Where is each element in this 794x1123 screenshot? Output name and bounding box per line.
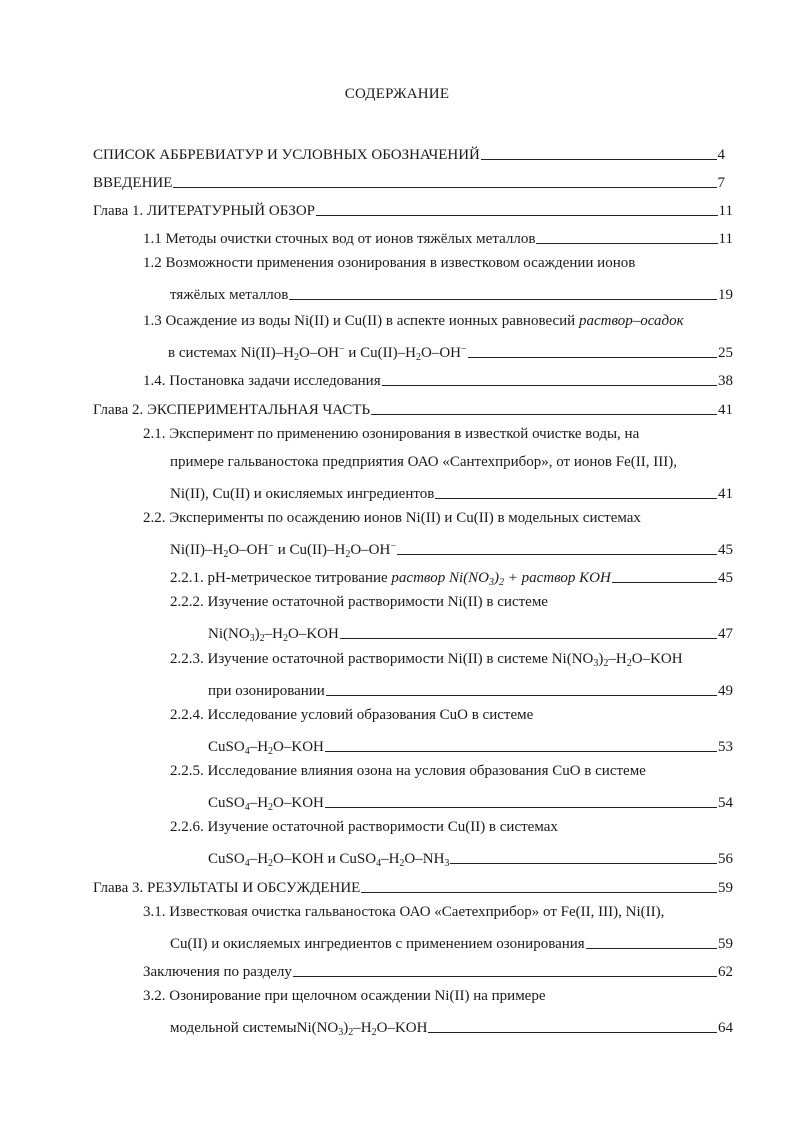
toc-entry-text: Глава 2. ЭКСПЕРИМЕНТАЛЬНАЯ ЧАСТЬ — [93, 402, 371, 418]
toc-entry-text: СПИСОК АББРЕВИАТУР И УСЛОВНЫХ ОБОЗНАЧЕНИЙ — [93, 147, 480, 163]
toc-entry-text: Глава 1. ЛИТЕРАТУРНЫЙ ОБЗОР — [93, 203, 316, 219]
toc-leader — [468, 357, 717, 358]
toc-leader — [325, 751, 717, 752]
toc-entry-section-2-1-line1[interactable]: 2.1. Эксперимент по применению озонирования в известкой очистке воды, на — [143, 426, 640, 442]
toc-page-number: 25 — [718, 345, 733, 361]
toc-entry-text: $CuSO_4-H_2O$–KOH и $CuSO_4-H_2O-NH_3$ — [208, 851, 450, 869]
toc-entry-section-2-2-4[interactable] — [208, 734, 733, 756]
toc-page-number: 45 — [718, 542, 733, 558]
toc-entry-text: тяжёлых металлов — [170, 287, 289, 303]
toc-page-number: 47 — [718, 626, 733, 642]
toc-entry-introduction[interactable] — [93, 170, 725, 192]
toc-leader — [428, 1032, 717, 1033]
toc-entry-section-2-1-line2[interactable]: примере гальваностока предприятия ОАО «Сантехприбор», от ионов Fe(II, III), — [170, 454, 677, 470]
toc-page-number: 41 — [718, 402, 733, 418]
toc-entry-section-3-2-line1[interactable]: 3.2. Озонирование при щелочном осаждении Ni(II) на примере — [143, 988, 546, 1004]
toc-entry-section-3-1[interactable] — [170, 931, 733, 953]
toc-entry-section-2-2-line1[interactable]: 2.2. Эксперименты по осаждению ионов Ni(II) и Cu(II) в модельных системах — [143, 510, 641, 526]
toc-entry-text: $CuSO_4-H_2O$–KOH — [208, 795, 324, 813]
toc-page-number: 19 — [718, 287, 733, 303]
toc-leader — [435, 498, 717, 499]
toc-entry-section-1-2[interactable] — [170, 282, 733, 304]
toc-entry-text: при озонировании — [208, 683, 325, 699]
toc-entry-section-2-2-3[interactable] — [208, 678, 733, 700]
toc-leader — [371, 414, 717, 415]
toc-entry-text: 1.3 Осаждение из воды Ni(II) и Cu(II) в аспекте ионных равновесий — [143, 313, 579, 329]
toc-page-number: 38 — [718, 373, 733, 389]
toc-page-number: 45 — [718, 570, 733, 586]
toc-page-number: 54 — [718, 795, 733, 811]
toc-entry-text: $Ni(NO_3)_2-H_2O$–KOH — [208, 626, 339, 644]
toc-leader — [481, 159, 717, 160]
toc-entry-section-3-1-line1[interactable]: 3.1. Известковая очистка гальваностока ОАО «Саетехприбор» от Fe(II, III), Ni(II), — [143, 904, 665, 920]
toc-page-number: 62 — [718, 964, 733, 980]
toc-page-number: 59 — [718, 936, 733, 952]
toc-leader — [450, 863, 717, 864]
toc-entry-text: 1.1 Методы очистки сточных вод от ионов тяжёлых металлов — [143, 231, 536, 247]
toc-leader — [316, 215, 718, 216]
toc-page-number: 49 — [718, 683, 733, 699]
toc-entry-chapter-3[interactable] — [93, 875, 733, 897]
toc-page-number: 41 — [718, 486, 733, 502]
toc-entry-text: ВВЕДЕНИЕ — [93, 175, 173, 191]
toc-leader — [340, 638, 717, 639]
toc-entry-text: Ni(II), Cu(II) и окисляемых ингредиентов — [170, 486, 435, 502]
toc-entry-text: 2.2.1. pH-метрическое титрование раствор $Ni(NO_3)_2$ + раствор KOH — [170, 570, 611, 588]
toc-entry-section-2-1[interactable] — [170, 481, 733, 503]
toc-entry-section-1-4[interactable] — [143, 368, 733, 390]
toc-leader — [536, 243, 717, 244]
toc-entry-chapter-2[interactable] — [93, 397, 733, 419]
toc-entry-section-1-3[interactable] — [168, 340, 733, 362]
toc-leader — [293, 976, 717, 977]
toc-page-number: 64 — [718, 1020, 733, 1036]
toc-entry-section-1-3-line1[interactable] — [143, 312, 684, 334]
toc-entry-text: модельной $системыNi(NO_3)_2-H_2O$–KOH — [170, 1020, 428, 1038]
toc-page-number: 4 — [717, 147, 725, 163]
toc-page-number: 11 — [718, 203, 733, 219]
toc-entry-section-1-1[interactable] — [143, 226, 733, 248]
toc-page-number: 7 — [717, 175, 725, 191]
toc-entry-text: Cu(II) и окисляемых ингредиентов с применением озонирования — [170, 936, 585, 952]
toc-entry-section-2-2-2-line1[interactable]: 2.2.2. Изучение остаточной растворимости Ni(II) в системе — [170, 594, 548, 610]
toc-entry-section-2-2[interactable] — [170, 537, 733, 559]
toc-leader — [586, 948, 717, 949]
toc-entry-text: Заключения по разделу — [143, 964, 292, 980]
toc-entry-chapter-1[interactable] — [93, 198, 733, 220]
toc-page-number: 53 — [718, 739, 733, 755]
toc-entry-section-2-2-5-line1[interactable]: 2.2.5. Исследование влияния озона на условия образования CuO в системе — [170, 763, 646, 779]
toc-entry-section-2-2-6-line1[interactable]: 2.2.6. Изучение остаточной растворимости Cu(II) в системах — [170, 819, 558, 835]
toc-page-number: 11 — [718, 231, 733, 247]
toc-entry-section-2-2-2[interactable] — [208, 621, 733, 643]
toc-entry-section-1-2-line1[interactable]: 1.2 Возможности применения озонирования в известковом осаждении ионов — [143, 255, 636, 271]
toc-entry-section-2-2-3-line1[interactable]: 2.2.3. Изучение остаточной растворимости Ni(II) в системе $Ni(NO_3)_2-H_2O$–KOH — [170, 651, 683, 669]
toc-page-number: 56 — [718, 851, 733, 867]
toc-entry-text: $CuSO_4-H_2O$–KOH — [208, 739, 324, 757]
toc-leader — [289, 299, 717, 300]
toc-entry-section-2-2-5[interactable] — [208, 790, 733, 812]
toc-entry-section-2-2-6[interactable] — [208, 846, 733, 868]
toc-entry-text: в системах $Ni(II)-H_2O-OH^-$ и $Cu(II)-H_2O-OH^-$ — [168, 344, 467, 363]
toc-leader — [361, 892, 717, 893]
toc-leader — [397, 554, 717, 555]
toc-entry-section-3-2[interactable] — [170, 1015, 733, 1037]
toc-leader — [325, 807, 717, 808]
toc-leader — [382, 385, 717, 386]
toc-leader — [173, 187, 716, 188]
toc-entry-text: $Ni(II)-H_2O-OH^-$ и $Cu(II)-H_2O-OH^-$ — [170, 541, 396, 560]
page-title: СОДЕРЖАНИЕ — [344, 86, 450, 102]
toc-entry-text: Глава 3. РЕЗУЛЬТАТЫ И ОБСУЖДЕНИЕ — [93, 880, 361, 896]
toc-leader — [326, 695, 717, 696]
toc-entry-section-2-2-1[interactable] — [170, 565, 733, 587]
toc-page-number: 59 — [718, 880, 733, 896]
toc-entry-italic-text: раствор–осадок — [578, 313, 684, 329]
toc-leader — [612, 582, 717, 583]
toc-entry-text: 1.4. Постановка задачи исследования — [143, 373, 381, 389]
toc-entry-abbreviations[interactable] — [93, 142, 725, 164]
toc-entry-section-2-2-4-line1[interactable]: 2.2.4. Исследование условий образования CuO в системе — [170, 707, 534, 723]
toc-entry-section-conclusions[interactable] — [143, 959, 733, 981]
